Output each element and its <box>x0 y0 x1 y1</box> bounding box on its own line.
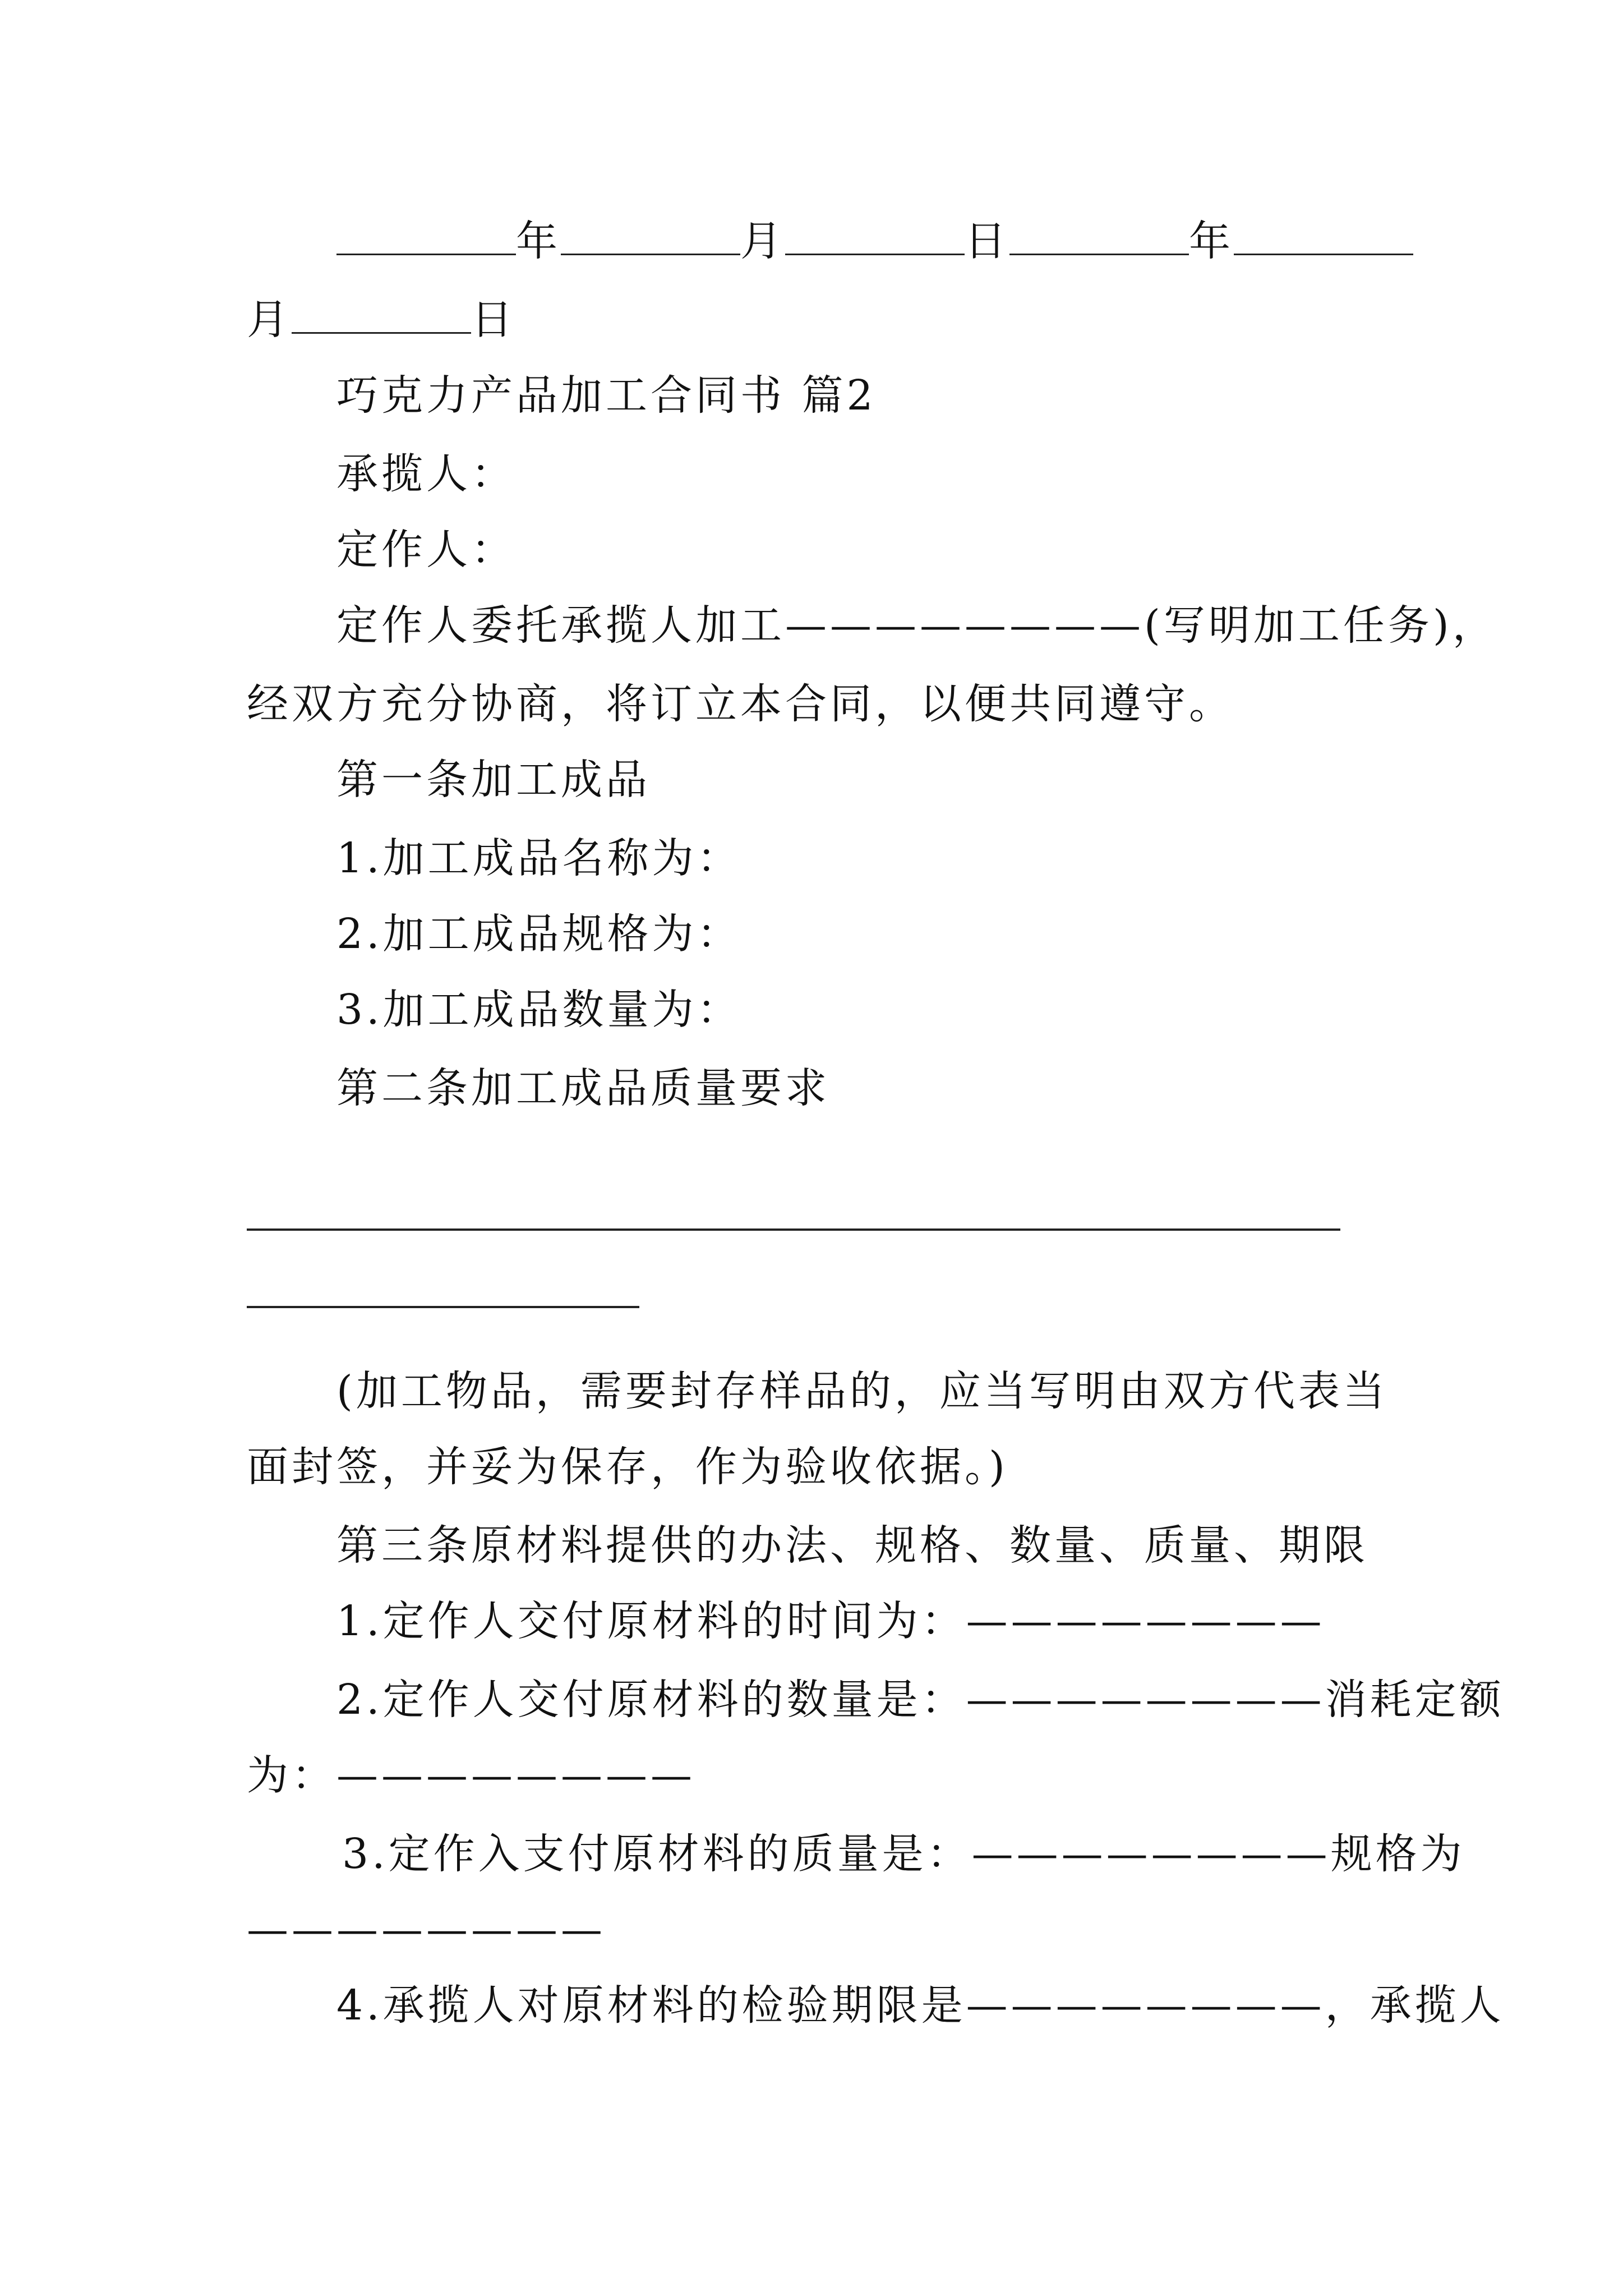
article1-item: 3.加工成品数量为： <box>336 986 742 1034</box>
article2-note-line-2: 面封签，并妥为保存，作为验收依据。) <box>247 1443 1008 1491</box>
month-label: 月 <box>247 296 292 344</box>
article3-heading: 第三条原材料提供的办法、规格、数量、质量、期限 <box>336 1521 1368 1570</box>
blank-underline <box>1009 220 1189 255</box>
day-label: 日 <box>471 296 516 344</box>
article1-heading: 第一条加工成品 <box>336 756 651 804</box>
article2-heading: 第二条加工成品质量要求 <box>336 1064 830 1112</box>
blank-underline <box>785 220 965 255</box>
article3-item: 1.定作人交付原材料的时间为：———————— <box>336 1597 1325 1645</box>
article3-item: 4.承揽人对原材料的检验期限是————————，承揽人 <box>336 1981 1505 2030</box>
article1-item: 1.加工成品名称为： <box>336 834 742 882</box>
year-label: 年 <box>1189 217 1234 265</box>
blank-underline <box>561 220 740 255</box>
intro-paragraph-line-1: 定作人委托承揽人加工————————(写明加工任务)， <box>336 601 1497 650</box>
blank-line <box>247 1306 639 1308</box>
article3-item: 2.定作人交付原材料的数量是：————————消耗定额 <box>336 1676 1505 1724</box>
blank-underline <box>292 298 471 334</box>
blank-underline <box>336 220 516 255</box>
day-label: 日 <box>965 217 1009 265</box>
article2-note-line-1: (加工物品，需要封存样品的，应当写明由双方代表当 <box>336 1367 1388 1415</box>
month-label: 月 <box>740 217 785 265</box>
date-line-2 <box>247 292 516 348</box>
article3-item: 3.定作入支付原材料的质量是：————————规格为 <box>342 1830 1465 1878</box>
party-contractor: 承揽人： <box>336 450 516 498</box>
document-title: 巧克力产品加工合同书 篇2 <box>336 371 877 420</box>
party-orderer: 定作人： <box>336 526 516 574</box>
year-label: 年 <box>516 217 561 265</box>
article3-item-continuation: ———————— <box>247 1906 606 1954</box>
blank-underline <box>1234 220 1413 255</box>
article3-item-continuation: 为：———————— <box>247 1751 695 1800</box>
date-line-1 <box>336 213 1413 269</box>
intro-paragraph-line-2: 经双方充分协商，将订立本合同，以便共同遵守。 <box>247 680 1234 728</box>
blank-line <box>247 1228 1340 1231</box>
article1-item: 2.加工成品规格为： <box>336 910 742 958</box>
